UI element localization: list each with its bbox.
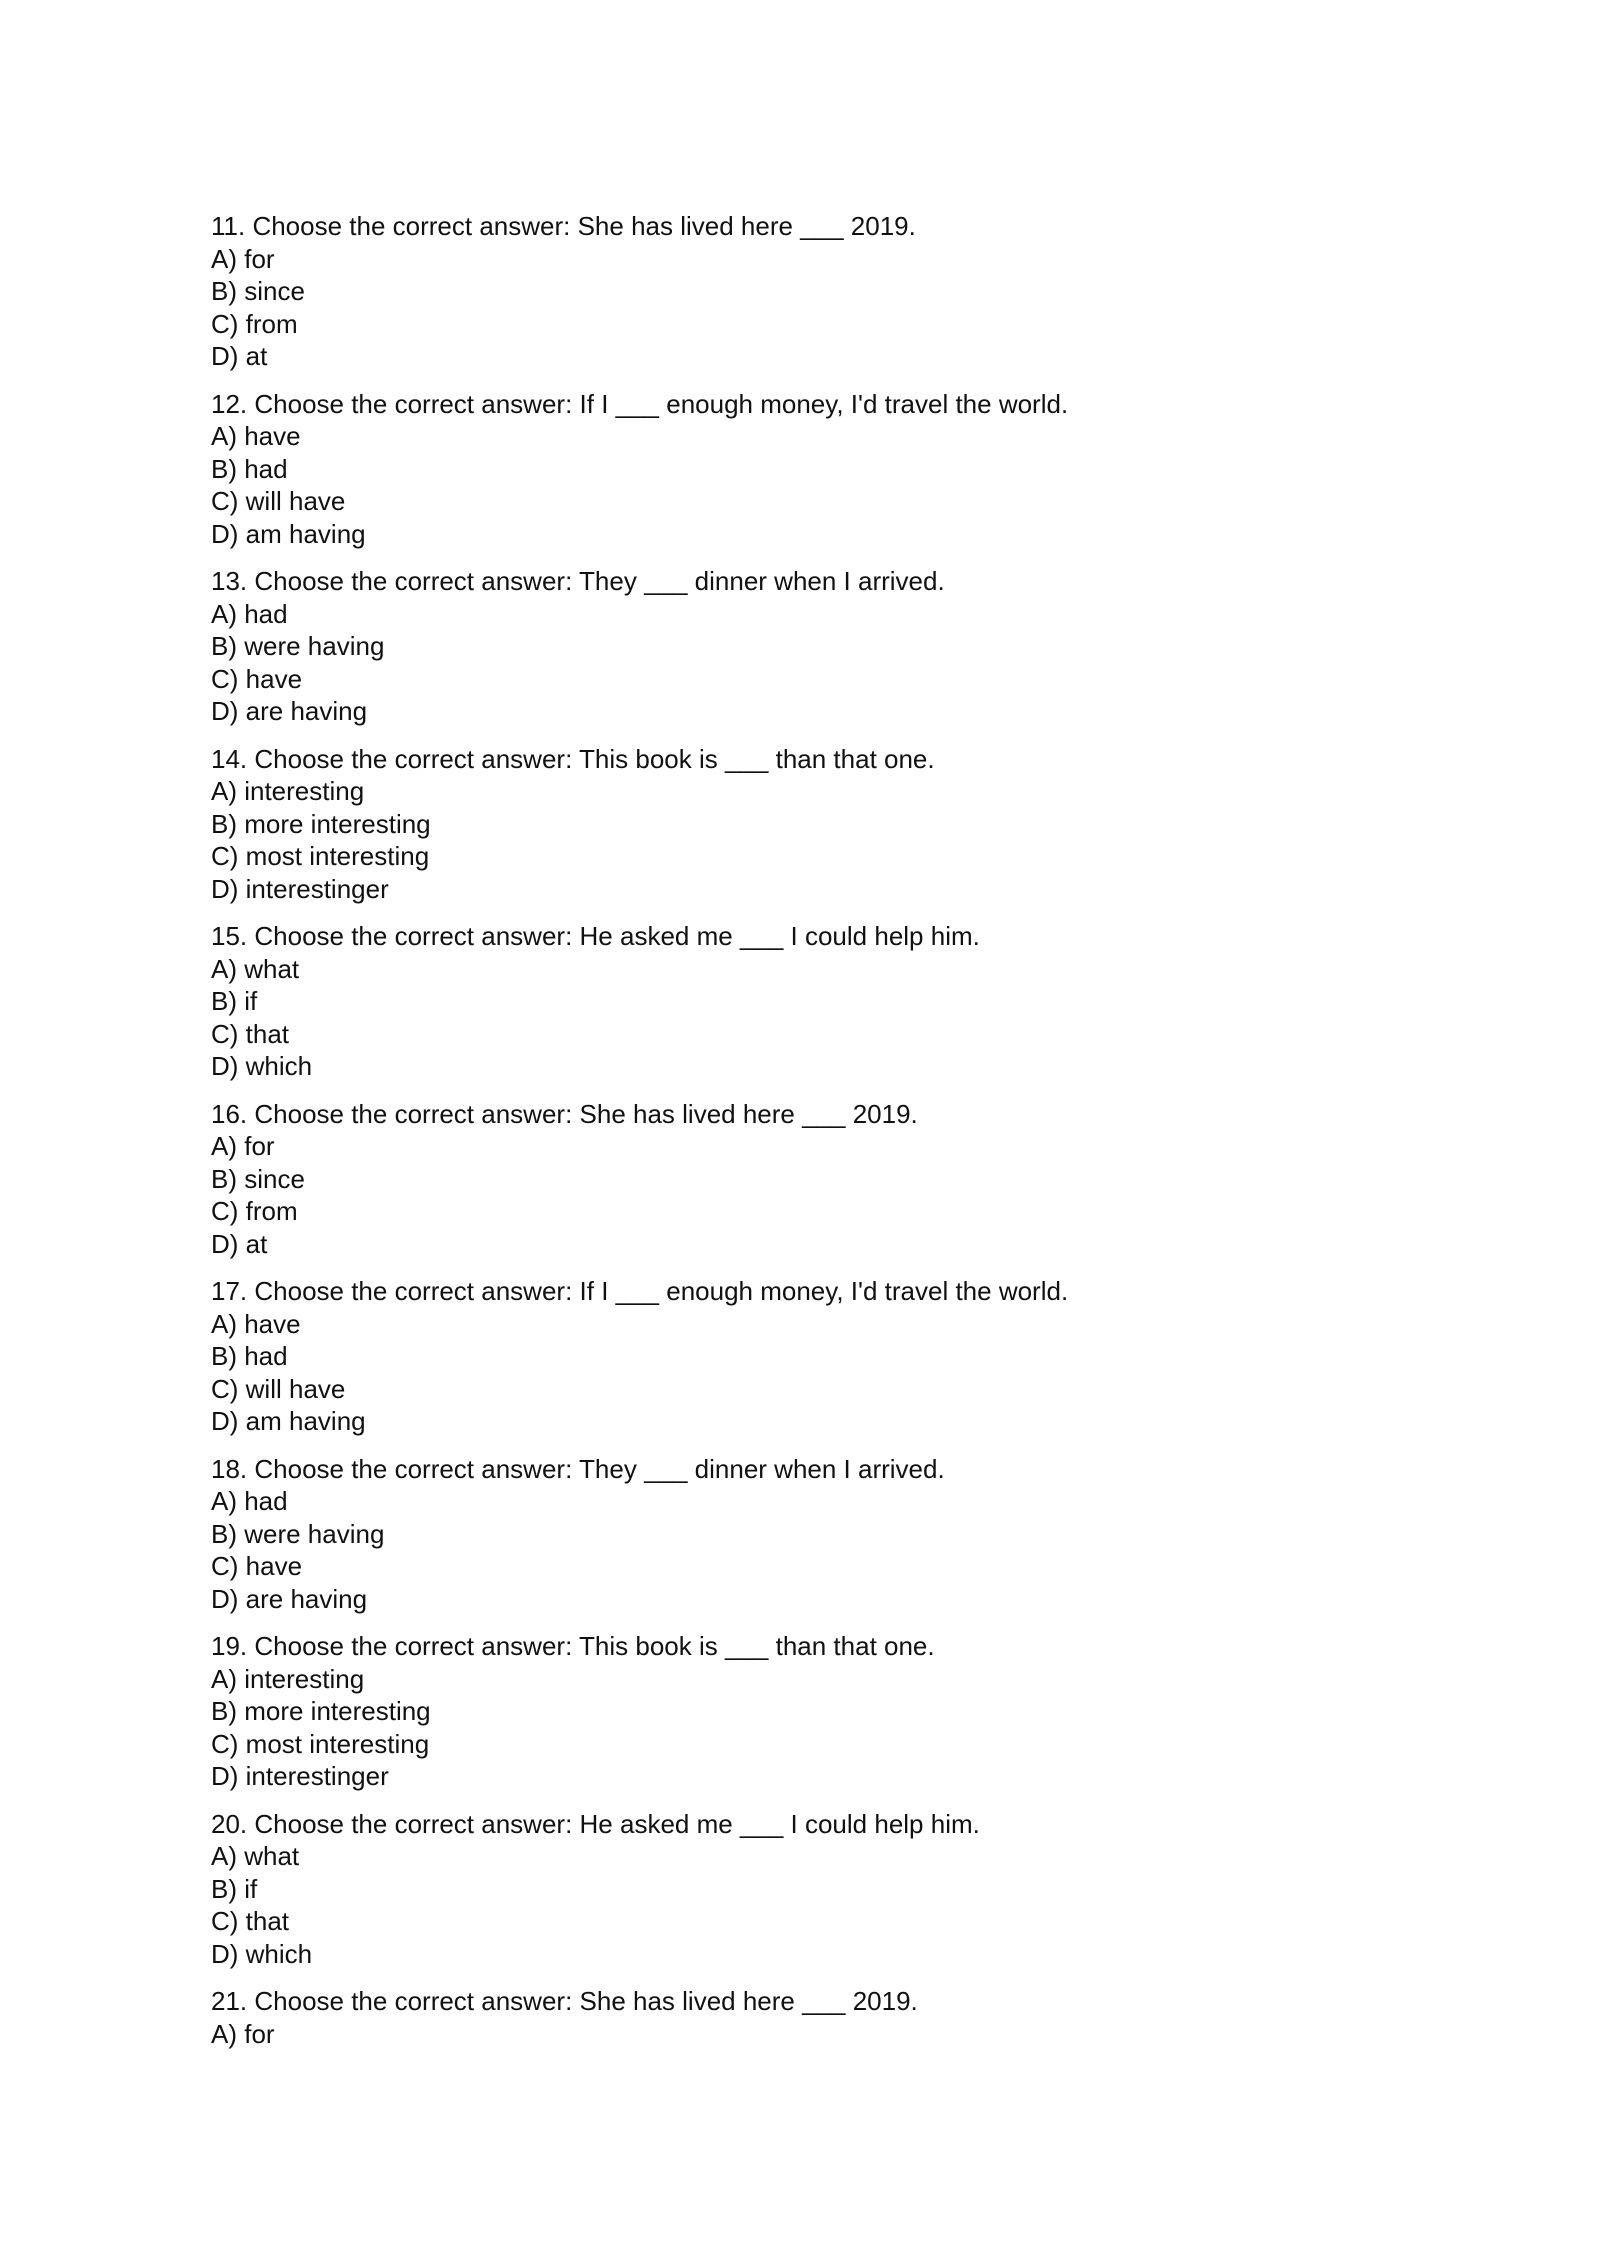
question-prompt: 21. Choose the correct answer: She has lived here ___ 2019. [211, 1986, 918, 2016]
answer-option: B) if [211, 1873, 258, 1904]
answer-option: D) are having [211, 1583, 368, 1614]
answer-option: C) that [211, 1906, 290, 1936]
answer-option: A) have [211, 421, 301, 451]
answer-option: C) most interesting [211, 841, 430, 871]
answer-option: A) for [211, 243, 275, 274]
answer-option: D) interestinger [211, 1761, 389, 1791]
answer-option: D) are having [211, 696, 368, 726]
question-prompt: 18. Choose the correct answer: They ___ dinner when I arrived. [211, 1453, 945, 1484]
question-prompt: 16. Choose the correct answer: She has lived here ___ 2019. [211, 1098, 918, 1129]
answer-option: C) have [211, 663, 303, 694]
answer-option: B) since [211, 1163, 305, 1194]
answer-option: B) had [211, 1341, 288, 1371]
answer-option: A) for [211, 2018, 275, 2049]
answer-option: D) at [211, 1228, 268, 1259]
answer-option: D) at [211, 341, 268, 371]
question-prompt: 11. Choose the correct answer: She has lived here ___ 2019. [211, 211, 916, 241]
answer-option: C) from [211, 1196, 298, 1226]
question-prompt: 15. Choose the correct answer: He asked me ___ I could help him. [211, 921, 980, 951]
answer-option: C) have [211, 1551, 303, 1581]
answer-option: A) what [211, 1841, 300, 1871]
question-prompt: 19. Choose the correct answer: This book is ___ than that one. [211, 1631, 935, 1661]
question-block [211, 565, 1411, 728]
question-prompt: 14. Choose the correct answer: This book is ___ than that one. [211, 743, 935, 774]
question-block [211, 1275, 1411, 1438]
answer-option: B) more interesting [211, 1696, 431, 1726]
answer-option: D) which [211, 1051, 313, 1081]
question-block [211, 920, 1411, 1083]
question-block [211, 1808, 1411, 1971]
question-block [211, 1098, 1411, 1261]
answer-option: B) were having [211, 1518, 385, 1549]
answer-option: A) have [211, 1308, 301, 1339]
question-prompt: 20. Choose the correct answer: He asked me ___ I could help him. [211, 1808, 980, 1839]
answer-option: D) am having [211, 518, 366, 549]
answer-option: D) interestinger [211, 873, 389, 904]
question-block [211, 1985, 1411, 2050]
question-prompt: 12. Choose the correct answer: If I ___ enough money, I'd travel the world. [211, 388, 1069, 419]
question-prompt: 13. Choose the correct answer: They ___ dinner when I arrived. [211, 566, 945, 596]
answer-option: A) for [211, 1131, 275, 1161]
answer-option: B) were having [211, 631, 385, 661]
answer-option: D) which [211, 1938, 313, 1969]
answer-option: C) will have [211, 1373, 346, 1404]
answer-option: C) from [211, 308, 298, 339]
answer-option: A) had [211, 1486, 288, 1516]
answer-option: C) will have [211, 486, 346, 516]
question-block [211, 743, 1411, 906]
answer-option: A) interesting [211, 1663, 365, 1694]
question-block [211, 210, 1411, 373]
answer-option: D) am having [211, 1406, 366, 1436]
answer-option: B) if [211, 986, 258, 1016]
question-prompt: 17. Choose the correct answer: If I ___ enough money, I'd travel the world. [211, 1276, 1069, 1306]
answer-option: A) interesting [211, 776, 365, 806]
answer-option: A) had [211, 598, 288, 629]
question-block [211, 1453, 1411, 1616]
answer-option: B) since [211, 276, 305, 306]
answer-option: B) more interesting [211, 808, 431, 839]
question-list [211, 210, 1411, 2065]
question-block [211, 388, 1411, 551]
answer-option: C) most interesting [211, 1728, 430, 1759]
answer-option: A) what [211, 953, 300, 984]
answer-option: B) had [211, 453, 288, 484]
answer-option: C) that [211, 1018, 290, 1049]
question-block [211, 1630, 1411, 1793]
